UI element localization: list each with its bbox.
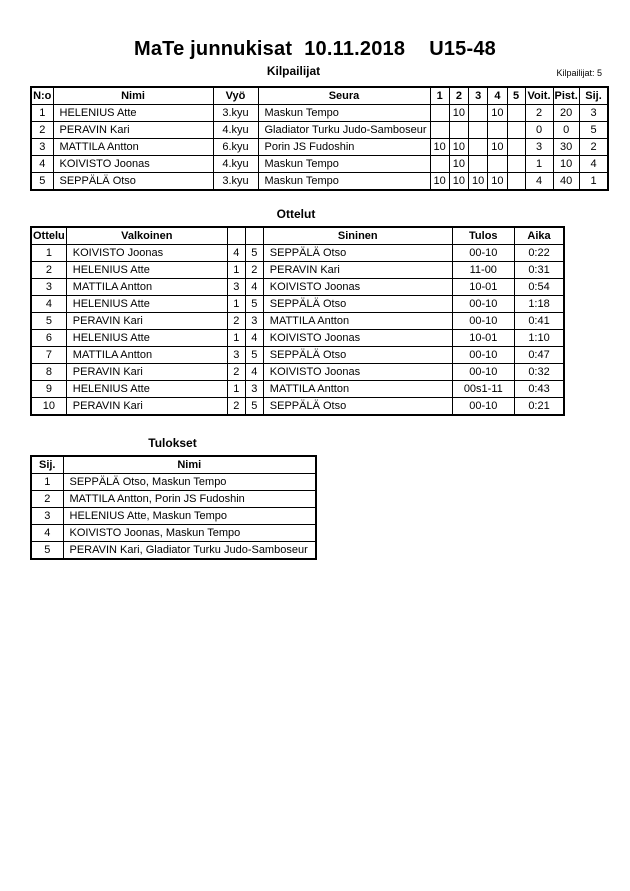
match-row xyxy=(31,313,564,330)
competitor-row xyxy=(31,173,608,191)
white-player-cell: PERAVIN Kari xyxy=(66,364,227,381)
matches-table xyxy=(30,226,565,416)
match-result-cell: 00-10 xyxy=(452,313,514,330)
points-cell: 10 xyxy=(553,156,579,173)
match-time-cell: 0:47 xyxy=(514,347,564,364)
match-time-cell: 1:18 xyxy=(514,296,564,313)
place-cell: 3 xyxy=(579,105,608,122)
section-title-ottelut: Ottelut xyxy=(276,207,316,221)
match-row xyxy=(31,262,564,279)
points-cell: 20 xyxy=(553,105,579,122)
column-header-blue-no xyxy=(245,227,263,245)
score-vs-4-cell xyxy=(488,122,507,139)
white-player-cell: HELENIUS Atte xyxy=(66,296,227,313)
score-vs-3-cell xyxy=(469,122,488,139)
competitor-belt-cell: 3.kyu xyxy=(213,173,258,191)
competitor-club-cell: Gladiator Turku Judo-Samboseur xyxy=(258,122,430,139)
column-header-white-no xyxy=(227,227,245,245)
blue-number-cell: 3 xyxy=(245,313,263,330)
white-number-cell: 3 xyxy=(227,347,245,364)
competitor-row xyxy=(31,139,608,156)
competitor-club-cell: Maskun Tempo xyxy=(258,156,430,173)
white-number-cell: 3 xyxy=(227,279,245,296)
blue-number-cell: 5 xyxy=(245,347,263,364)
score-vs-4-cell: 10 xyxy=(488,139,507,156)
white-number-cell: 1 xyxy=(227,262,245,279)
wins-cell: 4 xyxy=(525,173,553,191)
section-title-kilpailijat: Kilpailijat xyxy=(266,64,321,78)
column-header-valkoinen: Valkoinen xyxy=(66,227,227,245)
points-cell: 30 xyxy=(553,139,579,156)
white-player-cell: PERAVIN Kari xyxy=(66,313,227,330)
score-vs-1-cell xyxy=(430,156,449,173)
column-header-ottelu: Ottelu xyxy=(31,227,66,245)
title-date: 10.11.2018 xyxy=(304,38,406,60)
competitor-belt-cell: 4.kyu xyxy=(213,122,258,139)
white-number-cell: 2 xyxy=(227,364,245,381)
competitors-subhead-row xyxy=(0,64,630,80)
final-name-cell: PERAVIN Kari, Gladiator Turku Judo-Samboseur xyxy=(63,542,316,560)
final-name-cell: KOIVISTO Joonas, Maskun Tempo xyxy=(63,525,316,542)
points-cell: 40 xyxy=(553,173,579,191)
competitor-number-cell: 3 xyxy=(31,139,53,156)
score-vs-5-cell xyxy=(507,173,525,191)
place-cell: 4 xyxy=(579,156,608,173)
points-cell: 0 xyxy=(553,122,579,139)
column-header-tulos: Tulos xyxy=(452,227,514,245)
white-number-cell: 1 xyxy=(227,296,245,313)
score-vs-2-cell: 10 xyxy=(449,139,468,156)
competitor-number-cell: 4 xyxy=(31,156,53,173)
white-player-cell: MATTILA Antton xyxy=(66,279,227,296)
wins-cell: 1 xyxy=(525,156,553,173)
column-header-5: 5 xyxy=(507,87,525,105)
match-row xyxy=(31,279,564,296)
final-place-cell: 1 xyxy=(31,474,63,491)
blue-player-cell: SEPPÄLÄ Otso xyxy=(263,347,452,364)
blue-player-cell: KOIVISTO Joonas xyxy=(263,330,452,347)
match-result-cell: 00s1-11 xyxy=(452,381,514,398)
score-vs-1-cell xyxy=(430,122,449,139)
match-row xyxy=(31,296,564,313)
match-result-cell: 10-01 xyxy=(452,330,514,347)
match-number-cell: 1 xyxy=(31,245,66,262)
column-header-sij: Sij. xyxy=(579,87,608,105)
match-number-cell: 4 xyxy=(31,296,66,313)
blue-player-cell: KOIVISTO Joonas xyxy=(263,364,452,381)
white-player-cell: HELENIUS Atte xyxy=(66,330,227,347)
final-place-cell: 3 xyxy=(31,508,63,525)
match-result-cell: 00-10 xyxy=(452,398,514,416)
place-cell: 5 xyxy=(579,122,608,139)
blue-player-cell: SEPPÄLÄ Otso xyxy=(263,245,452,262)
place-cell: 1 xyxy=(579,173,608,191)
match-time-cell: 0:54 xyxy=(514,279,564,296)
score-vs-4-cell: 10 xyxy=(488,105,507,122)
competitor-belt-cell: 6.kyu xyxy=(213,139,258,156)
score-vs-3-cell: 10 xyxy=(469,173,488,191)
competitor-row xyxy=(31,105,608,122)
blue-player-cell: KOIVISTO Joonas xyxy=(263,279,452,296)
final-name-cell: HELENIUS Atte, Maskun Tempo xyxy=(63,508,316,525)
column-header-sininen: Sininen xyxy=(263,227,452,245)
final-place-cell: 4 xyxy=(31,525,63,542)
match-result-cell: 00-10 xyxy=(452,296,514,313)
blue-number-cell: 5 xyxy=(245,398,263,416)
match-row xyxy=(31,381,564,398)
score-vs-3-cell xyxy=(469,156,488,173)
white-player-cell: HELENIUS Atte xyxy=(66,262,227,279)
score-vs-1-cell: 10 xyxy=(430,173,449,191)
match-time-cell: 0:21 xyxy=(514,398,564,416)
score-vs-2-cell xyxy=(449,122,468,139)
white-number-cell: 4 xyxy=(227,245,245,262)
final-place-cell: 2 xyxy=(31,491,63,508)
white-number-cell: 2 xyxy=(227,398,245,416)
match-time-cell: 0:43 xyxy=(514,381,564,398)
match-time-cell: 0:31 xyxy=(514,262,564,279)
competitor-number-cell: 2 xyxy=(31,122,53,139)
match-result-cell: 10-01 xyxy=(452,279,514,296)
competitor-row xyxy=(31,122,608,139)
competitor-name-cell: PERAVIN Kari xyxy=(53,122,213,139)
match-number-cell: 8 xyxy=(31,364,66,381)
results-table xyxy=(30,455,317,560)
match-result-cell: 00-10 xyxy=(452,347,514,364)
white-player-cell: KOIVISTO Joonas xyxy=(66,245,227,262)
score-vs-5-cell xyxy=(507,105,525,122)
score-vs-5-cell xyxy=(507,156,525,173)
match-result-cell: 00-10 xyxy=(452,364,514,381)
result-row xyxy=(31,474,316,491)
blue-number-cell: 2 xyxy=(245,262,263,279)
match-row xyxy=(31,398,564,416)
matches-header-row xyxy=(31,227,564,245)
wins-cell: 3 xyxy=(525,139,553,156)
score-vs-1-cell: 10 xyxy=(430,139,449,156)
column-header-aika: Aika xyxy=(514,227,564,245)
column-header-nimi: Nimi xyxy=(53,87,213,105)
wins-cell: 2 xyxy=(525,105,553,122)
page-title xyxy=(0,0,630,61)
competitor-row xyxy=(31,156,608,173)
blue-player-cell: MATTILA Antton xyxy=(263,381,452,398)
final-name-cell: SEPPÄLÄ Otso, Maskun Tempo xyxy=(63,474,316,491)
column-header-voit: Voit. xyxy=(525,87,553,105)
competitor-belt-cell: 4.kyu xyxy=(213,156,258,173)
blue-player-cell: SEPPÄLÄ Otso xyxy=(263,296,452,313)
blue-number-cell: 4 xyxy=(245,279,263,296)
match-number-cell: 10 xyxy=(31,398,66,416)
competitor-name-cell: HELENIUS Atte xyxy=(53,105,213,122)
competitor-belt-cell: 3.kyu xyxy=(213,105,258,122)
white-player-cell: MATTILA Antton xyxy=(66,347,227,364)
match-row xyxy=(31,330,564,347)
column-header-2: 2 xyxy=(449,87,468,105)
competitor-name-cell: MATTILA Antton xyxy=(53,139,213,156)
column-header-sij-final: Sij. xyxy=(31,456,63,474)
match-row xyxy=(31,347,564,364)
score-vs-2-cell: 10 xyxy=(449,173,468,191)
score-vs-3-cell xyxy=(469,105,488,122)
score-vs-5-cell xyxy=(507,122,525,139)
result-row xyxy=(31,542,316,560)
white-number-cell: 1 xyxy=(227,381,245,398)
blue-number-cell: 3 xyxy=(245,381,263,398)
result-row xyxy=(31,525,316,542)
match-time-cell: 1:10 xyxy=(514,330,564,347)
column-header-4: 4 xyxy=(488,87,507,105)
column-header-1: 1 xyxy=(430,87,449,105)
match-row xyxy=(31,245,564,262)
competitor-name-cell: SEPPÄLÄ Otso xyxy=(53,173,213,191)
wins-cell: 0 xyxy=(525,122,553,139)
match-number-cell: 2 xyxy=(31,262,66,279)
white-player-cell: HELENIUS Atte xyxy=(66,381,227,398)
match-time-cell: 0:22 xyxy=(514,245,564,262)
blue-player-cell: PERAVIN Kari xyxy=(263,262,452,279)
final-name-cell: MATTILA Antton, Porin JS Fudoshin xyxy=(63,491,316,508)
score-vs-4-cell: 10 xyxy=(488,173,507,191)
competitors-table xyxy=(30,86,609,191)
results-header-row xyxy=(31,456,316,474)
score-vs-4-cell xyxy=(488,156,507,173)
blue-number-cell: 4 xyxy=(245,330,263,347)
column-header-3: 3 xyxy=(469,87,488,105)
match-number-cell: 6 xyxy=(31,330,66,347)
title-category: U15-48 xyxy=(429,38,496,60)
result-row xyxy=(31,508,316,525)
score-vs-3-cell xyxy=(469,139,488,156)
score-vs-1-cell xyxy=(430,105,449,122)
competitor-number-cell: 5 xyxy=(31,173,53,191)
competitor-name-cell: KOIVISTO Joonas xyxy=(53,156,213,173)
blue-player-cell: SEPPÄLÄ Otso xyxy=(263,398,452,416)
title-event: MaTe junnukisat xyxy=(133,38,293,60)
competitor-club-cell: Porin JS Fudoshin xyxy=(258,139,430,156)
match-number-cell: 9 xyxy=(31,381,66,398)
match-result-cell: 00-10 xyxy=(452,245,514,262)
white-player-cell: PERAVIN Kari xyxy=(66,398,227,416)
column-header-nimi-final: Nimi xyxy=(63,456,316,474)
match-number-cell: 3 xyxy=(31,279,66,296)
column-header-vyo: Vyö xyxy=(213,87,258,105)
blue-player-cell: MATTILA Antton xyxy=(263,313,452,330)
competitor-number-cell: 1 xyxy=(31,105,53,122)
competitor-club-cell: Maskun Tempo xyxy=(258,173,430,191)
blue-number-cell: 4 xyxy=(245,364,263,381)
score-vs-2-cell: 10 xyxy=(449,105,468,122)
match-result-cell: 11-00 xyxy=(452,262,514,279)
column-header-pist: Pist. xyxy=(553,87,579,105)
column-header-seura: Seura xyxy=(258,87,430,105)
match-time-cell: 0:41 xyxy=(514,313,564,330)
score-vs-5-cell xyxy=(507,139,525,156)
competitors-count-label: Kilpailijat: 5 xyxy=(556,68,602,78)
match-number-cell: 7 xyxy=(31,347,66,364)
column-header-no: N:o xyxy=(31,87,53,105)
match-row xyxy=(31,364,564,381)
white-number-cell: 1 xyxy=(227,330,245,347)
competitors-header-row xyxy=(31,87,608,105)
blue-number-cell: 5 xyxy=(245,296,263,313)
section-title-tulokset: Tulokset xyxy=(148,436,197,450)
white-number-cell: 2 xyxy=(227,313,245,330)
match-number-cell: 5 xyxy=(31,313,66,330)
place-cell: 2 xyxy=(579,139,608,156)
score-vs-2-cell: 10 xyxy=(449,156,468,173)
result-row xyxy=(31,491,316,508)
final-place-cell: 5 xyxy=(31,542,63,560)
competitor-club-cell: Maskun Tempo xyxy=(258,105,430,122)
match-time-cell: 0:32 xyxy=(514,364,564,381)
blue-number-cell: 5 xyxy=(245,245,263,262)
